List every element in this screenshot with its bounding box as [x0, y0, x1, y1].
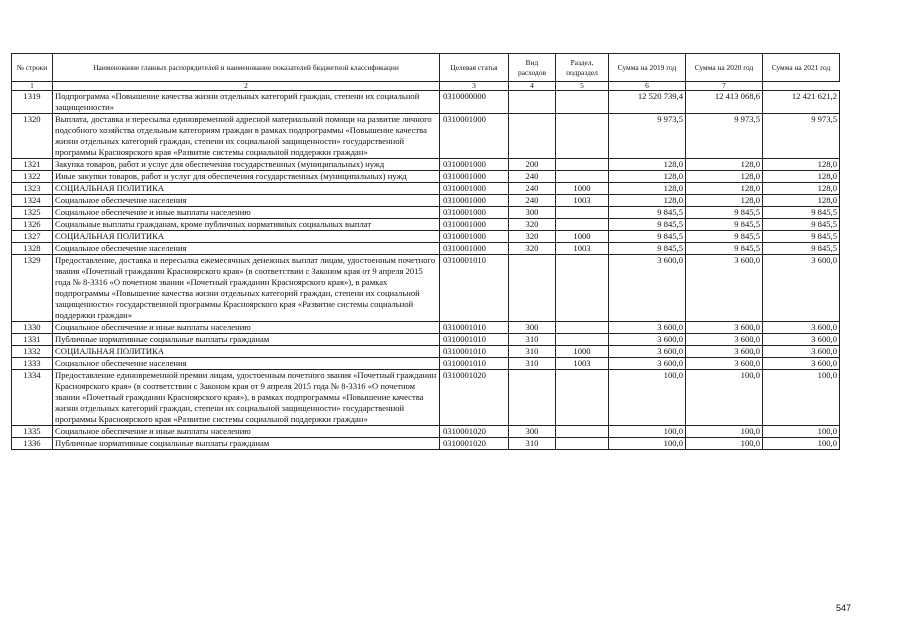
row-expense-kind: 240	[509, 171, 556, 183]
page-number: 547	[836, 603, 852, 613]
row-expense-kind: 310	[509, 358, 556, 370]
table-row	[12, 438, 840, 450]
row-section: 1000	[556, 183, 609, 195]
row-target-article: 0310001010	[440, 334, 509, 346]
row-target-article: 0310001000	[440, 207, 509, 219]
row-expense-kind: 320	[509, 243, 556, 255]
row-name: Предоставление, доставка и пересылка ежемесячных денежных выплат лицам, удостоенным почетного звания «Почетный гражданин Красноярского края» (в соответствии с Законом края от 9 апреля 2015 года № 8-3316 «О почетном звании «Почетный гражданин Красноярского края»), в рамках подпрограммы «Повышение качества жизни отдельных категорий граждан, степени их социальной защищенности» государственной программы Красноярского края «Развитие системы социальной поддержки граждан»	[53, 255, 440, 322]
table-row	[12, 207, 840, 219]
row-sum-2021: 3 600,0	[763, 346, 840, 358]
row-sum-2021: 3 600,0	[763, 322, 840, 334]
table-row	[12, 370, 840, 426]
row-target-article: 0310001010	[440, 346, 509, 358]
row-sum-2020: 9 973,5	[686, 114, 763, 159]
row-section	[556, 334, 609, 346]
column-number: 5	[556, 82, 609, 91]
row-sum-2019: 128,0	[609, 171, 686, 183]
row-section	[556, 426, 609, 438]
row-sum-2019: 3 600,0	[609, 358, 686, 370]
table-row	[12, 322, 840, 334]
row-number: 1331	[12, 334, 53, 346]
row-sum-2021: 3 600,0	[763, 358, 840, 370]
row-name: Предоставление единовременной премии лицам, удостоенным почетного звания «Почетный гражданин Красноярского края» (в соответствии с Законом края от 9 апреля 2015 года № 8-3316 «О почетном звании «Почетный гражданин Красноярского края»), в рамках подпрограммы «Повышение качества жизни отдельных категорий граждан, степени их социальной защищенности» государственной программы Красноярского края «Развитие системы социальной поддержки граждан»	[53, 370, 440, 426]
row-name: СОЦИАЛЬНАЯ ПОЛИТИКА	[53, 183, 440, 195]
row-expense-kind: 320	[509, 219, 556, 231]
column-number: 7	[686, 82, 763, 91]
row-number: 1335	[12, 426, 53, 438]
table-row	[12, 159, 840, 171]
row-sum-2020: 12 413 068,6	[686, 91, 763, 114]
row-section	[556, 207, 609, 219]
row-number: 1329	[12, 255, 53, 322]
row-name: Социальное обеспечение и иные выплаты населению	[53, 322, 440, 334]
row-sum-2021: 3 600,0	[763, 255, 840, 322]
row-sum-2021: 3 600,0	[763, 334, 840, 346]
row-expense-kind: 310	[509, 346, 556, 358]
row-expense-kind: 300	[509, 426, 556, 438]
row-target-article: 0310001020	[440, 370, 509, 426]
row-number: 1325	[12, 207, 53, 219]
row-sum-2019: 100,0	[609, 438, 686, 450]
row-expense-kind: 310	[509, 438, 556, 450]
table-row	[12, 183, 840, 195]
row-section	[556, 219, 609, 231]
row-section: 1000	[556, 231, 609, 243]
column-number: 4	[509, 82, 556, 91]
row-expense-kind: 310	[509, 334, 556, 346]
row-sum-2021: 100,0	[763, 426, 840, 438]
row-number: 1333	[12, 358, 53, 370]
table-row	[12, 255, 840, 322]
table-row	[12, 334, 840, 346]
header-sum-2021: Сумма на 2021 год	[763, 54, 840, 82]
table-row	[12, 91, 840, 114]
row-sum-2019: 12 520 739,4	[609, 91, 686, 114]
row-sum-2020: 3 600,0	[686, 322, 763, 334]
row-target-article: 0310001000	[440, 243, 509, 255]
row-sum-2020: 100,0	[686, 438, 763, 450]
row-expense-kind: 240	[509, 183, 556, 195]
row-sum-2021: 9 845,5	[763, 243, 840, 255]
row-target-article: 0310001000	[440, 183, 509, 195]
row-section	[556, 255, 609, 322]
row-sum-2020: 9 845,5	[686, 219, 763, 231]
row-number: 1322	[12, 171, 53, 183]
column-numbering-row	[12, 82, 840, 91]
row-number: 1319	[12, 91, 53, 114]
row-expense-kind: 300	[509, 322, 556, 334]
row-sum-2020: 100,0	[686, 370, 763, 426]
row-sum-2021: 12 421 621,2	[763, 91, 840, 114]
row-sum-2021: 128,0	[763, 183, 840, 195]
row-name: Публичные нормативные социальные выплаты гражданам	[53, 334, 440, 346]
row-section: 1003	[556, 243, 609, 255]
row-name: Социальное обеспечение населения	[53, 243, 440, 255]
row-number: 1326	[12, 219, 53, 231]
table-row	[12, 219, 840, 231]
row-expense-kind	[509, 91, 556, 114]
row-sum-2020: 128,0	[686, 171, 763, 183]
row-sum-2019: 128,0	[609, 195, 686, 207]
table-row	[12, 231, 840, 243]
row-sum-2019: 3 600,0	[609, 346, 686, 358]
table-row	[12, 358, 840, 370]
row-name: Закупка товаров, работ и услуг для обеспечения государственных (муниципальных) нужд	[53, 159, 440, 171]
row-sum-2020: 3 600,0	[686, 358, 763, 370]
row-sum-2021: 128,0	[763, 171, 840, 183]
row-sum-2021: 100,0	[763, 370, 840, 426]
row-sum-2021: 9 845,5	[763, 219, 840, 231]
row-target-article: 0310001010	[440, 255, 509, 322]
row-sum-2020: 9 845,5	[686, 231, 763, 243]
row-name: СОЦИАЛЬНАЯ ПОЛИТИКА	[53, 346, 440, 358]
row-number: 1327	[12, 231, 53, 243]
row-section: 1000	[556, 346, 609, 358]
row-target-article: 0310001000	[440, 171, 509, 183]
row-number: 1323	[12, 183, 53, 195]
row-sum-2021: 100,0	[763, 438, 840, 450]
row-expense-kind	[509, 370, 556, 426]
row-sum-2019: 9 845,5	[609, 231, 686, 243]
row-sum-2020: 3 600,0	[686, 334, 763, 346]
row-number: 1332	[12, 346, 53, 358]
row-name: Социальное обеспечение населения	[53, 195, 440, 207]
row-section: 1003	[556, 195, 609, 207]
table-row	[12, 346, 840, 358]
header-expense-kind: Вид расходов	[509, 54, 556, 82]
row-sum-2019: 9 973,5	[609, 114, 686, 159]
row-sum-2020: 128,0	[686, 183, 763, 195]
row-sum-2020: 100,0	[686, 426, 763, 438]
column-number: 3	[440, 82, 509, 91]
row-section	[556, 159, 609, 171]
row-name: Иные закупки товаров, работ и услуг для обеспечения государственных (муниципальных) нужд	[53, 171, 440, 183]
row-expense-kind: 240	[509, 195, 556, 207]
row-target-article: 0310001000	[440, 195, 509, 207]
table-row	[12, 243, 840, 255]
row-sum-2019: 128,0	[609, 183, 686, 195]
row-target-article: 0310001000	[440, 231, 509, 243]
row-sum-2019: 100,0	[609, 370, 686, 426]
row-number: 1336	[12, 438, 53, 450]
row-sum-2020: 3 600,0	[686, 346, 763, 358]
row-sum-2021: 9 845,5	[763, 231, 840, 243]
row-name: Публичные нормативные социальные выплаты гражданам	[53, 438, 440, 450]
row-sum-2019: 9 845,5	[609, 243, 686, 255]
row-number: 1334	[12, 370, 53, 426]
row-sum-2019: 3 600,0	[609, 322, 686, 334]
row-number: 1330	[12, 322, 53, 334]
row-sum-2019: 100,0	[609, 426, 686, 438]
row-sum-2019: 128,0	[609, 159, 686, 171]
row-name: Социальное обеспечение и иные выплаты населению	[53, 207, 440, 219]
row-target-article: 0310001010	[440, 322, 509, 334]
table-header-row	[12, 54, 840, 82]
row-target-article: 0310001000	[440, 219, 509, 231]
row-name: Социальные выплаты гражданам, кроме публичных нормативных социальных выплат	[53, 219, 440, 231]
row-sum-2021: 9 845,5	[763, 207, 840, 219]
row-sum-2020: 128,0	[686, 195, 763, 207]
row-sum-2021: 9 973,5	[763, 114, 840, 159]
header-sum-2020: Сумма на 2020 год	[686, 54, 763, 82]
row-number: 1328	[12, 243, 53, 255]
table-row	[12, 171, 840, 183]
row-expense-kind: 320	[509, 231, 556, 243]
row-target-article: 0310001000	[440, 159, 509, 171]
header-sum-2019: Сумма на 2019 год	[609, 54, 686, 82]
row-section: 1003	[556, 358, 609, 370]
column-number: 2	[53, 82, 440, 91]
column-number: 6	[609, 82, 686, 91]
row-expense-kind: 200	[509, 159, 556, 171]
row-sum-2019: 9 845,5	[609, 219, 686, 231]
budget-table	[11, 53, 840, 450]
row-section	[556, 370, 609, 426]
row-target-article: 0310000000	[440, 91, 509, 114]
row-name: Подпрограмма «Повышение качества жизни отдельных категорий граждан, степени их социальной защищенности»	[53, 91, 440, 114]
row-target-article: 0310001010	[440, 358, 509, 370]
row-number: 1324	[12, 195, 53, 207]
row-expense-kind	[509, 255, 556, 322]
row-sum-2020: 3 600,0	[686, 255, 763, 322]
header-name: Наименование главных распорядителей и наименование показателей бюджетной классификации	[53, 54, 440, 82]
row-name: Выплата, доставка и пересылка единовременной адресной материальной помощи на развитие личного подсобного хозяйства отдельным категориям граждан в рамках подпрограммы «Повышение качества жизни отдельных категорий граждан, степени их социальной защищенности» государственной программы Красноярского края «Развитие системы социальной поддержки граждан»	[53, 114, 440, 159]
table-row	[12, 114, 840, 159]
row-name: СОЦИАЛЬНАЯ ПОЛИТИКА	[53, 231, 440, 243]
row-target-article: 0310001020	[440, 426, 509, 438]
row-sum-2019: 3 600,0	[609, 255, 686, 322]
row-number: 1320	[12, 114, 53, 159]
row-target-article: 0310001000	[440, 114, 509, 159]
header-section: Раздел, подраздел	[556, 54, 609, 82]
table-row	[12, 195, 840, 207]
row-name: Социальное обеспечение населения	[53, 358, 440, 370]
header-row-number: № строки	[12, 54, 53, 82]
row-expense-kind: 300	[509, 207, 556, 219]
row-section	[556, 91, 609, 114]
column-number: 1	[12, 82, 53, 91]
row-sum-2019: 3 600,0	[609, 334, 686, 346]
row-name: Социальное обеспечение и иные выплаты населению	[53, 426, 440, 438]
row-sum-2020: 128,0	[686, 159, 763, 171]
row-sum-2020: 9 845,5	[686, 207, 763, 219]
row-section	[556, 438, 609, 450]
row-number: 1321	[12, 159, 53, 171]
row-sum-2021: 128,0	[763, 159, 840, 171]
table-row	[12, 426, 840, 438]
row-sum-2021: 128,0	[763, 195, 840, 207]
header-target-article: Целевая статья	[440, 54, 509, 82]
row-expense-kind	[509, 114, 556, 159]
row-section	[556, 114, 609, 159]
row-sum-2020: 9 845,5	[686, 243, 763, 255]
row-target-article: 0310001020	[440, 438, 509, 450]
row-section	[556, 322, 609, 334]
row-section	[556, 171, 609, 183]
row-sum-2019: 9 845,5	[609, 207, 686, 219]
